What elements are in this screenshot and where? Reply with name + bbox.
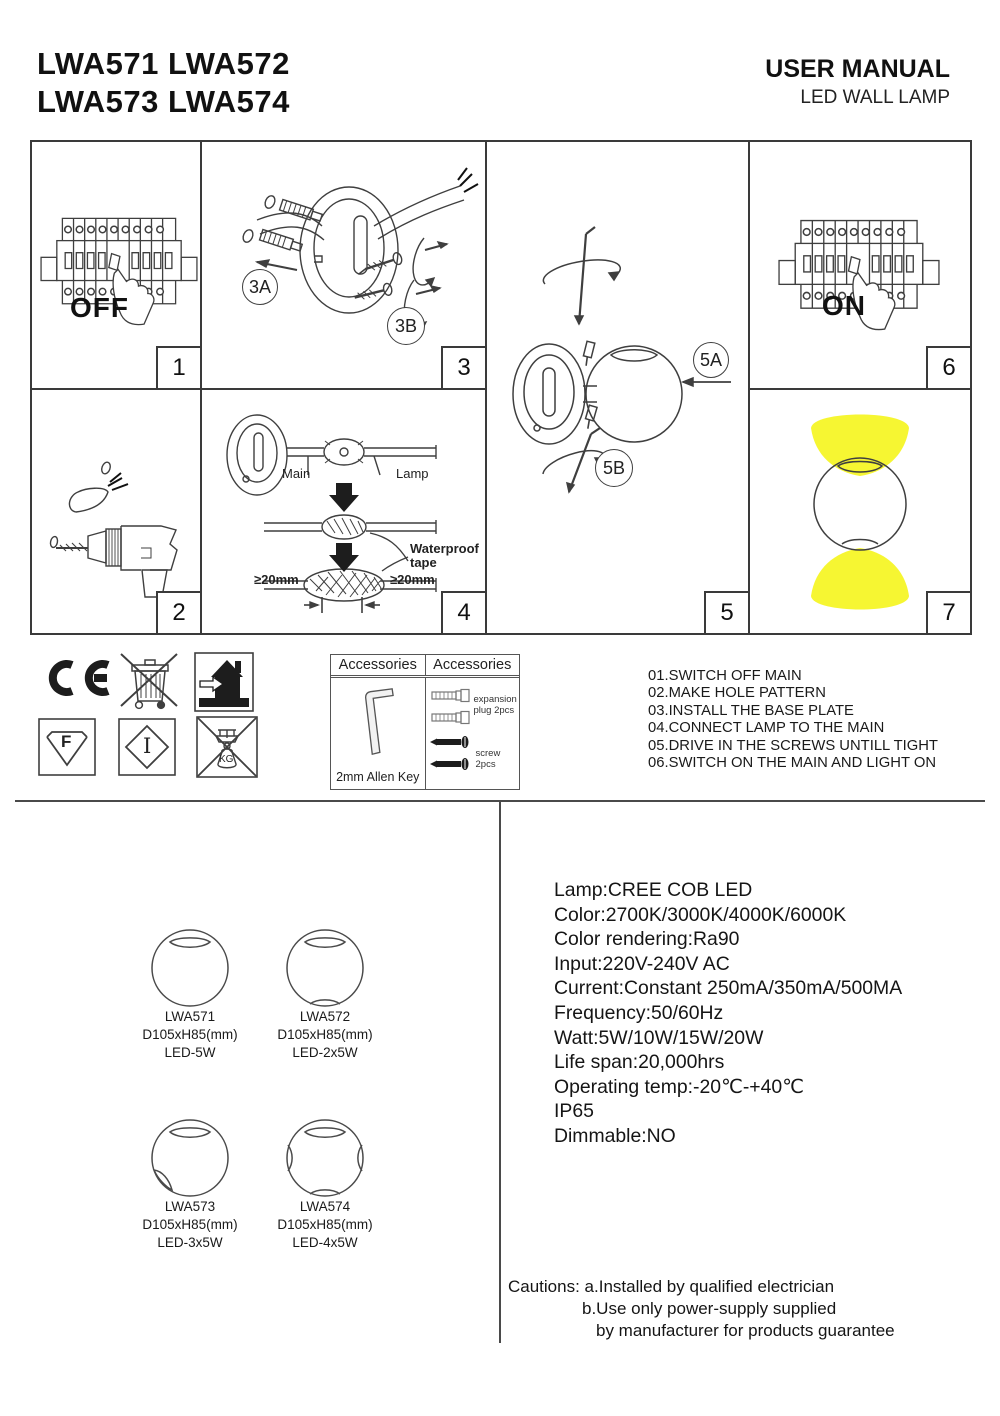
spec-line: IP65 bbox=[554, 1100, 594, 1123]
screw-icon bbox=[428, 734, 476, 774]
screw-label: screw 2pcs bbox=[475, 748, 501, 770]
product-size: D105xH85(mm) bbox=[142, 1027, 238, 1042]
accessories-header-left: Accessories bbox=[331, 655, 426, 675]
instruction-line: 04.CONNECT LAMP TO THE MAIN bbox=[648, 720, 885, 737]
product-model: LWA572 bbox=[299, 1009, 351, 1024]
weee-bin-icon bbox=[116, 646, 182, 712]
instruction-line: 02.MAKE HOLE PATTERN bbox=[648, 685, 826, 702]
accessories-cell-plugs-screws bbox=[426, 678, 520, 789]
caution-line: by manufacturer for products guarantee bbox=[596, 1320, 895, 1340]
product-lwa574 bbox=[280, 1113, 370, 1203]
lamp-fixing-illustration bbox=[487, 142, 748, 633]
product-model: LWA574 bbox=[299, 1199, 351, 1214]
product-label-lwa572 bbox=[245, 1008, 405, 1062]
product-lwa572 bbox=[280, 923, 370, 1013]
product-label-lwa574 bbox=[245, 1198, 405, 1252]
switch-on-caption: ON bbox=[822, 290, 866, 321]
instruction-line: 05.DRIVE IN THE SCREWS UNTILL TIGHT bbox=[648, 737, 938, 754]
no-load-kg-icon bbox=[196, 716, 258, 778]
caution-line: b.Use only power-supply supplied bbox=[582, 1298, 837, 1318]
installation-instructions bbox=[648, 668, 978, 772]
instruction-line: 06.SWITCH ON THE MAIN AND LIGHT ON bbox=[648, 755, 937, 772]
i-mark-letter: I bbox=[143, 734, 152, 758]
step-label-5b: 5B bbox=[595, 449, 633, 487]
step-panel-4 bbox=[202, 390, 485, 633]
spec-line: Frequency:50/60Hz bbox=[554, 1001, 724, 1024]
lwa574-lamp-drawing bbox=[280, 1113, 370, 1203]
dimension-left: ≥20mm bbox=[254, 572, 299, 587]
waterproof-tape-label: Waterproof tape bbox=[410, 541, 479, 570]
step-number-7: 7 bbox=[926, 591, 970, 633]
step-panel-6 bbox=[750, 142, 970, 388]
f-mark-icon bbox=[38, 718, 96, 776]
instruction-line: 03.INSTALL THE BASE PLATE bbox=[648, 702, 854, 719]
product-lwa573 bbox=[145, 1113, 235, 1203]
spec-line: Current:Constant 250mA/350mA/500MA bbox=[554, 977, 903, 1000]
step-number-6: 6 bbox=[926, 346, 970, 388]
caution-line: Cautions: a.Installed by qualified electrician bbox=[508, 1277, 835, 1296]
step-number-4: 4 bbox=[441, 591, 485, 633]
allen-key-label: 2mm Allen Key bbox=[336, 770, 420, 784]
step-number-1: 1 bbox=[156, 346, 200, 388]
product-wattage: LED-3x5W bbox=[157, 1235, 223, 1250]
drill-illustration bbox=[42, 430, 192, 600]
product-wattage: LED-5W bbox=[164, 1045, 216, 1060]
indoor-use-house-icon bbox=[194, 652, 254, 712]
lamp-wire-label: Lamp bbox=[396, 466, 429, 481]
section-divider-vertical bbox=[499, 800, 501, 1343]
spec-line: Color rendering:Ra90 bbox=[554, 928, 740, 951]
dimension-right: ≥20mm bbox=[390, 572, 435, 587]
step-panel-1 bbox=[32, 142, 200, 388]
model-numbers-line1: LWA571 LWA572 bbox=[37, 46, 290, 81]
step-panel-5 bbox=[487, 142, 748, 633]
product-size: D105xH85(mm) bbox=[142, 1217, 238, 1232]
step-number-2: 2 bbox=[156, 591, 200, 633]
spec-line: Color:2700K/3000K/4000K/6000K bbox=[554, 903, 847, 926]
lwa571-lamp-drawing bbox=[145, 923, 235, 1013]
f-mark-letter: F bbox=[61, 732, 72, 751]
lwa573-lamp-drawing bbox=[145, 1113, 235, 1203]
step-label-3b: 3B bbox=[387, 307, 425, 345]
specifications-list bbox=[554, 878, 984, 1149]
allen-key-icon bbox=[357, 686, 397, 758]
product-model: LWA571 bbox=[164, 1009, 216, 1024]
spec-line: Operating temp:-20℃-+40℃ bbox=[554, 1075, 804, 1098]
step-label-5a: 5A bbox=[693, 342, 729, 378]
page-title: USER MANUAL bbox=[765, 55, 950, 83]
model-numbers-line2: LWA573 LWA574 bbox=[37, 84, 290, 119]
main-wire-label: Main bbox=[282, 466, 311, 481]
expansion-plug-icon bbox=[430, 686, 474, 728]
cautions-block bbox=[508, 1276, 978, 1341]
product-wattage: LED-2x5W bbox=[292, 1045, 358, 1060]
expansion-plug-label: expansion plug 2pcs bbox=[473, 694, 517, 716]
ce-mark-icon bbox=[38, 652, 118, 704]
accessories-cell-allen-key bbox=[331, 678, 426, 789]
step-number-3: 3 bbox=[441, 346, 485, 388]
step-label-3a: 3A bbox=[242, 269, 278, 305]
step-panel-2 bbox=[32, 390, 200, 633]
spec-line: Dimmable:NO bbox=[554, 1124, 676, 1147]
installation-steps-grid bbox=[30, 140, 972, 635]
i-mark-icon bbox=[118, 718, 176, 776]
product-lwa571 bbox=[145, 923, 235, 1013]
step-panel-7 bbox=[750, 390, 970, 633]
kg-mark-letters: KG bbox=[219, 754, 234, 765]
instruction-line: 01.SWITCH OFF MAIN bbox=[648, 668, 802, 684]
accessories-table bbox=[330, 654, 520, 790]
product-size: D105xH85(mm) bbox=[277, 1217, 373, 1232]
product-model: LWA573 bbox=[164, 1199, 216, 1214]
spec-line: Life span:20,000hrs bbox=[554, 1051, 725, 1074]
product-wattage: LED-4x5W bbox=[292, 1235, 358, 1250]
product-size: D105xH85(mm) bbox=[277, 1027, 373, 1042]
switch-off-caption: OFF bbox=[70, 292, 129, 323]
accessories-header-row bbox=[331, 655, 519, 678]
step-number-5: 5 bbox=[704, 591, 748, 633]
spec-line: Watt:5W/10W/15W/20W bbox=[554, 1026, 764, 1049]
accessories-header-right: Accessories bbox=[433, 657, 512, 673]
spec-line: Lamp:CREE COB LED bbox=[554, 879, 753, 901]
step-panel-3 bbox=[202, 142, 485, 388]
spec-line: Input:220V-240V AC bbox=[554, 952, 730, 975]
lwa572-lamp-drawing bbox=[280, 923, 370, 1013]
page-subtitle: LED WALL LAMP bbox=[800, 87, 950, 108]
